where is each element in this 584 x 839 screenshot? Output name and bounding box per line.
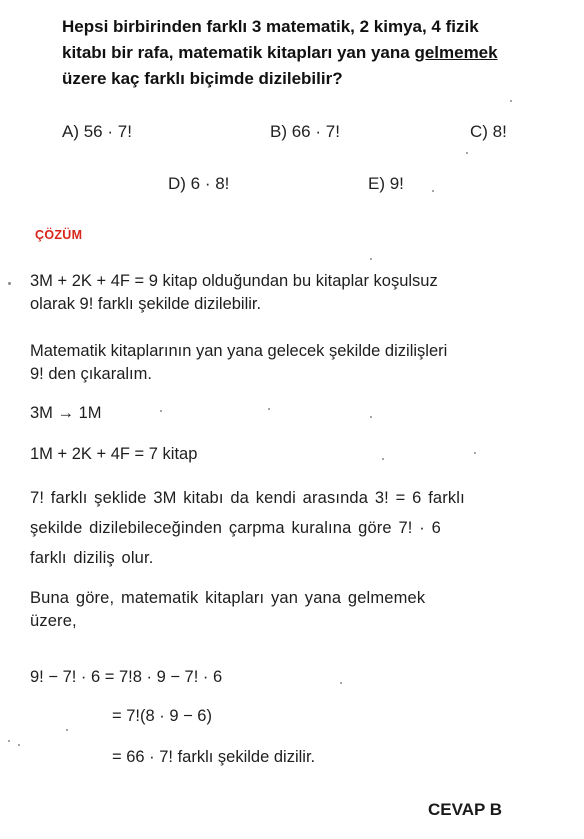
scan-speck [340,682,342,684]
option-c: C) 8! [470,122,507,141]
solution-paragraph-1 [30,270,438,316]
question-line-2-text: kitabı bir rafa, matematik kitapları yan yana [62,43,415,62]
question-text [62,14,562,92]
scan-speck [370,258,372,260]
solution-p4-line-2: üzere, [30,612,77,630]
scan-speck [466,152,468,154]
solution-p1-line-1: 3M + 2K + 4F = 9 kitap olduğundan bu kitaplar koşulsuz [30,272,438,290]
scan-speck [8,282,11,285]
option-a: A) 56 · 7! [62,122,132,141]
solution-paragraph-2 [30,340,447,386]
scan-speck [8,740,10,742]
question-line-3: üzere kaç farklı biçimde dizilebilir? [62,69,343,88]
solution-p1-line-2: olarak 9! farklı şekilde dizilebilir. [30,295,262,313]
scan-speck [432,190,434,192]
equation-line-3: = 66 · 7! farklı şekilde dizilir. [112,748,316,766]
scan-speck [510,100,512,102]
solution-label: ÇÖZÜM [35,228,83,242]
scan-speck [160,410,162,412]
solution-p3-line-3: farklı diziliş olur. [30,549,154,567]
solution-p2-line-2: 9! den çıkaralım. [30,365,152,383]
scan-speck [66,729,68,731]
question-line-2 [62,40,562,66]
solution-paragraph-4 [30,587,425,633]
solution-step-1: 3M → 1M [30,404,102,422]
solution-p4-line-1: Buna göre, matematik kitapları yan yana gelmemek [30,589,426,607]
scan-speck [474,452,476,454]
solution-paragraph-3 [30,483,465,573]
solution-step-2: 1M + 2K + 4F = 7 kitap [30,445,198,463]
option-d: D) 6 · 8! [168,174,230,193]
option-e: E) 9! [368,174,404,193]
equation-line-2: = 7!(8 · 9 − 6) [112,707,212,725]
scan-speck [18,744,20,746]
equation-line-1: 9! − 7! · 6 = 7!8 · 9 − 7! · 6 [30,668,223,686]
answer-text: CEVAP B [428,800,503,819]
solution-p3-line-1: 7! farklı şeklide 3M kitabı da kendi arasında 3! = 6 farklı [30,489,465,507]
scan-speck [268,408,270,410]
scan-speck [370,416,372,418]
solution-p3-line-2: şekilde dizilebileceğinden çarpma kuralına göre 7! · 6 [30,519,441,537]
question-underlined-word: gelmemek [414,43,498,62]
option-b: B) 66 · 7! [270,122,340,141]
question-line-1: Hepsi birbirinden farklı 3 matematik, 2 kimya, 4 fizik [62,17,479,36]
solution-p2-line-1: Matematik kitaplarının yan yana gelecek şekilde dizilişleri [30,342,448,360]
scan-speck [382,458,384,460]
